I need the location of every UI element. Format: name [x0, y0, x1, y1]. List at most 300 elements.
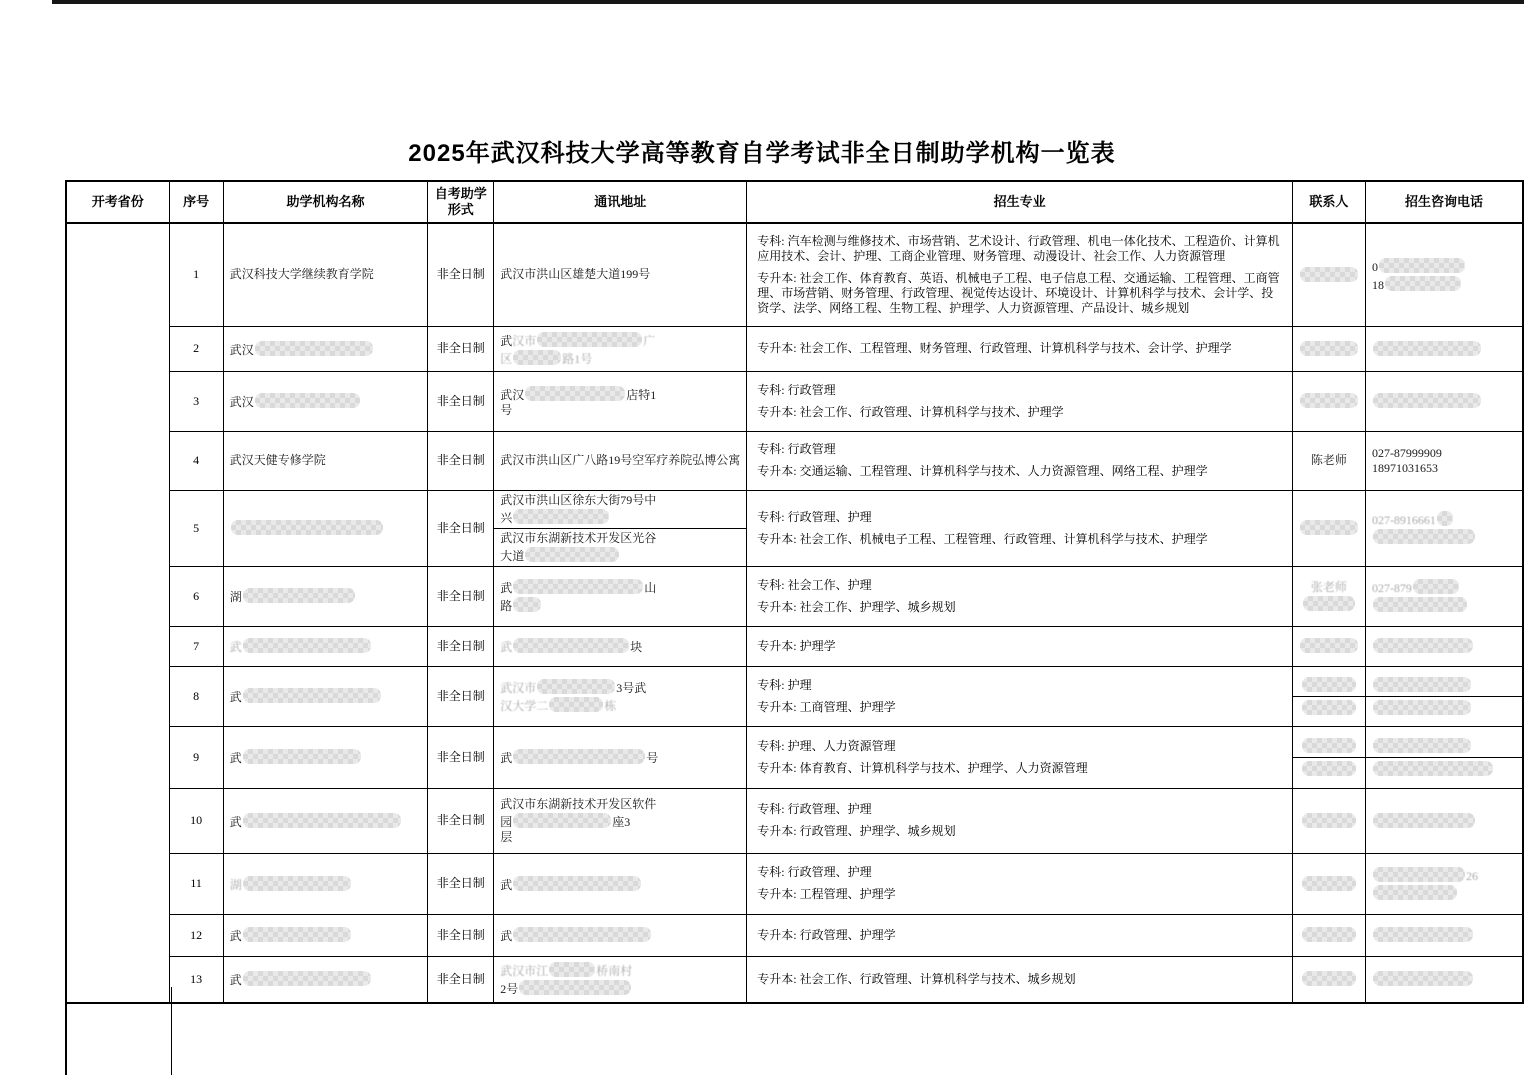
majors-line: 专升本: 社会工作、机械电子工程、工程管理、行政管理、计算机科学与技术、护理学	[757, 531, 1208, 546]
cell-line	[1372, 812, 1516, 830]
redacted-block	[1373, 638, 1473, 653]
cell-lines	[230, 519, 422, 537]
cell-text: 兴	[500, 510, 513, 525]
cell-line	[230, 875, 422, 893]
cell-text: 武	[229, 814, 242, 829]
redacted-block	[513, 813, 611, 828]
cell-text: 武汉	[229, 395, 254, 409]
cell-address	[494, 726, 747, 788]
cell-majors	[747, 371, 1293, 431]
cell-lines	[1372, 676, 1516, 694]
cell-line	[1302, 580, 1356, 595]
subcell-wrap	[1293, 810, 1365, 832]
subcell-wrap	[1293, 674, 1365, 719]
cell-lines	[1372, 392, 1516, 410]
majors-line: 专科: 行政管理	[757, 382, 836, 397]
cell-lines	[1372, 699, 1516, 717]
subcell-wrap	[494, 491, 746, 566]
cell-study-form: 非全日制	[428, 490, 494, 566]
cell-lines	[500, 797, 740, 845]
subcell-wrap	[1366, 968, 1522, 990]
cell-text: 武汉市洪山区徐东大街79号中	[500, 492, 657, 507]
cell-line	[500, 979, 740, 997]
cell-majors	[747, 956, 1293, 1003]
cell-text: 武汉市洪山区雄楚大道199号	[500, 267, 651, 282]
cell-lines	[1372, 510, 1516, 546]
subcell	[494, 329, 746, 369]
majors-line: 专升本: 工程管理、护理学	[757, 887, 896, 901]
majors-line: 专升本: 社会工作、工程管理、财务管理、行政管理、计算机科学与技术、会计学、护理学	[757, 341, 1232, 355]
cell-line	[230, 748, 422, 766]
subcell-wrap	[1293, 924, 1365, 946]
majors-line: 专科: 行政管理	[757, 442, 836, 456]
cell-lines	[230, 392, 422, 410]
redacted-block	[537, 679, 615, 694]
cell-line	[500, 578, 740, 596]
cell-line	[1301, 737, 1357, 755]
subcell	[1366, 576, 1522, 616]
redacted-block	[1300, 520, 1358, 535]
cell-line	[1372, 637, 1516, 655]
cell-lines	[1301, 737, 1357, 755]
cell-lines	[1301, 970, 1357, 988]
cell-line	[1301, 970, 1357, 988]
cell-lines	[230, 267, 422, 282]
cell-majors	[747, 626, 1293, 666]
cell-lines	[1301, 812, 1357, 830]
ghost-text: 栋	[604, 699, 617, 713]
cell-phone	[1365, 371, 1523, 431]
redacted-block	[1302, 813, 1356, 828]
subcell	[494, 528, 746, 566]
cell-line	[1299, 340, 1359, 358]
table-row	[66, 956, 1523, 1003]
subcell	[1366, 390, 1522, 412]
subcell	[1366, 810, 1522, 832]
cell-line	[500, 748, 740, 766]
cell-address	[494, 223, 747, 326]
cell-text: 武汉市东湖新技术开发区软件	[500, 796, 657, 811]
cell-line	[1372, 676, 1516, 694]
cell-text: 18971031653	[1371, 460, 1438, 475]
redacted-block	[1302, 700, 1356, 715]
ghost-text: 汉市	[512, 333, 537, 348]
cell-text: 武汉市东湖新技术开发区光谷	[500, 530, 657, 545]
cell-lines	[1301, 699, 1357, 717]
cell-lines	[230, 340, 422, 358]
header-seq: 序号	[169, 181, 223, 223]
redacted-block	[1373, 885, 1457, 900]
redacted-block	[1302, 971, 1356, 986]
cell-lines	[500, 961, 740, 997]
cell-line	[230, 687, 422, 705]
cell-text: 3号武	[616, 681, 647, 695]
cell-contact	[1292, 371, 1365, 431]
cell-institution-name	[223, 914, 428, 956]
cell-line	[1372, 970, 1516, 988]
cell-institution-name	[223, 371, 428, 431]
subcell-wrap	[1366, 924, 1522, 946]
cell-seq: 4	[169, 431, 223, 490]
subcell	[1366, 696, 1522, 719]
cell-lines	[1372, 812, 1516, 830]
redacted-block	[1373, 393, 1481, 408]
cell-lines	[1372, 760, 1516, 778]
cell-majors	[747, 726, 1293, 788]
cell-address	[494, 326, 747, 371]
cell-contact	[1292, 956, 1365, 1003]
cell-seq: 3	[169, 371, 223, 431]
cell-address	[494, 371, 747, 431]
cell-text: 疗养院弘博公寓	[656, 453, 741, 467]
subcell	[1293, 635, 1365, 657]
cell-line	[500, 331, 740, 349]
redacted-block	[231, 520, 383, 535]
subcell	[494, 959, 746, 999]
cell-line	[1372, 884, 1516, 902]
cell-lines	[1372, 340, 1516, 358]
subcell	[494, 265, 746, 284]
cell-study-form: 非全日制	[428, 726, 494, 788]
cell-seq: 5	[169, 490, 223, 566]
cell-address	[494, 490, 747, 566]
subcell-wrap	[494, 795, 746, 847]
cell-text: 2号	[500, 982, 519, 997]
redacted-block	[1302, 738, 1356, 753]
subcell	[1293, 735, 1365, 757]
cell-text: 武汉	[500, 387, 525, 402]
cell-majors	[747, 666, 1293, 726]
cell-line	[1301, 676, 1357, 694]
cell-text: 武	[500, 751, 513, 765]
cell-text: 店特1	[626, 387, 657, 402]
cell-address	[494, 914, 747, 956]
cell-text: 武	[229, 690, 242, 704]
redacted-block	[519, 980, 631, 995]
cell-text: 0	[1371, 259, 1378, 274]
subcell-wrap	[1293, 517, 1365, 539]
subcell	[1293, 390, 1365, 412]
majors-line: 专升本: 交通运输、工程管理、计算机科学与技术、人力资源管理、网络工程、护理学	[757, 464, 1208, 478]
cell-line	[230, 267, 422, 282]
cell-line	[500, 403, 740, 418]
cell-line	[1372, 510, 1516, 528]
cell-contact	[1292, 788, 1365, 853]
subcell	[494, 924, 746, 946]
cell-line	[1372, 866, 1516, 884]
cell-address	[494, 788, 747, 853]
subcell	[1293, 578, 1365, 615]
cell-lines	[1372, 637, 1516, 655]
cell-lines	[230, 812, 422, 830]
cell-line	[500, 596, 740, 614]
cell-line	[1299, 519, 1359, 537]
cell-line	[500, 678, 740, 696]
redacted-block	[1302, 761, 1356, 776]
redacted-block	[1303, 596, 1355, 611]
subcell	[1293, 968, 1365, 990]
cell-phone	[1365, 490, 1523, 566]
redacted-block	[1300, 267, 1358, 282]
cell-majors	[747, 326, 1293, 371]
subcell	[494, 491, 746, 528]
cell-institution-name	[223, 726, 428, 788]
redacted-block	[525, 386, 625, 401]
redacted-block	[255, 341, 373, 356]
table-row	[66, 626, 1523, 666]
cell-line	[1372, 257, 1516, 275]
cell-line	[500, 385, 740, 403]
cell-majors	[747, 566, 1293, 626]
cell-text: 武	[500, 929, 513, 943]
redacted-block	[1373, 341, 1481, 356]
cell-lines	[230, 687, 422, 705]
cell-contact	[1292, 853, 1365, 914]
majors-line: 专科: 护理、人力资源管理	[757, 738, 896, 753]
cell-contact	[1292, 490, 1365, 566]
cell-contact	[1292, 223, 1365, 326]
cell-seq: 6	[169, 566, 223, 626]
cell-lines	[500, 926, 740, 944]
majors-line: 专科: 行政管理、护理	[757, 509, 872, 524]
subcell	[1293, 264, 1365, 286]
cell-line	[230, 587, 422, 605]
redacted-block	[243, 749, 361, 764]
cell-text: 武	[500, 877, 513, 892]
cell-text: 027-87999909	[1371, 445, 1442, 460]
cell-seq: 1	[169, 223, 223, 326]
cell-line	[500, 961, 740, 979]
redacted-block	[1385, 276, 1461, 291]
cell-lines	[230, 926, 422, 944]
majors-line: 专升本: 社会工作、行政管理、计算机科学与技术、城乡规划	[757, 971, 1076, 986]
cell-seq: 2	[169, 326, 223, 371]
cell-line	[230, 637, 422, 655]
cell-line	[1299, 637, 1359, 655]
cell-line	[1372, 699, 1516, 717]
cell-lines	[500, 493, 740, 526]
subcell	[494, 635, 746, 657]
cell-line	[230, 453, 422, 468]
cell-institution-name	[223, 223, 428, 326]
cell-lines	[1301, 676, 1357, 694]
cell-line	[500, 453, 740, 468]
cell-lines	[1299, 519, 1359, 537]
cell-line	[230, 812, 422, 830]
cell-contact	[1292, 726, 1365, 788]
subcell	[1366, 508, 1522, 548]
cell-institution-name	[223, 626, 428, 666]
subcell	[1366, 735, 1522, 757]
cell-contact	[1292, 626, 1365, 666]
subcell-wrap	[1293, 635, 1365, 657]
cell-lines	[1302, 580, 1356, 613]
cell-lines	[1372, 926, 1516, 944]
redacted-block	[243, 971, 371, 986]
cell-text: 号	[500, 402, 513, 417]
cell-line	[1301, 812, 1357, 830]
cell-address	[494, 626, 747, 666]
cell-lines	[230, 587, 422, 605]
cell-study-form: 非全日制	[428, 788, 494, 853]
redacted-block	[1373, 677, 1471, 692]
cell-study-form: 非全日制	[428, 431, 494, 490]
header-form: 自考助学形式	[428, 181, 494, 223]
cell-seq: 7	[169, 626, 223, 666]
cell-lines	[500, 875, 740, 893]
majors-line: 专科: 汽车检测与维修技术、市场营销、艺术设计、行政管理、机电一体化技术、工程造价、计算机应用技术、会计、护理、工商企业管理、财务管理、动漫设计、社会工作、人力资源管理	[757, 233, 1280, 263]
subcell	[494, 576, 746, 616]
redacted-block	[243, 688, 381, 703]
subcell-wrap	[1366, 674, 1522, 719]
subcell	[1366, 674, 1522, 696]
cell-lines	[1372, 446, 1516, 476]
cell-line	[1372, 926, 1516, 944]
cell-majors	[747, 490, 1293, 566]
cell-phone	[1365, 853, 1523, 914]
cell-line	[1372, 446, 1516, 461]
cell-phone	[1365, 788, 1523, 853]
cell-line	[1372, 461, 1516, 476]
cell-lines	[1372, 578, 1516, 614]
cell-line	[1372, 340, 1516, 358]
cell-study-form: 非全日制	[428, 223, 494, 326]
redacted-block	[1373, 971, 1473, 986]
cell-seq: 11	[169, 853, 223, 914]
cell-phone	[1365, 223, 1523, 326]
cell-institution-name	[223, 666, 428, 726]
ghost-text: 武	[500, 640, 513, 654]
cell-lines	[500, 385, 740, 418]
majors-line: 专升本: 社会工作、护理学、城乡规划	[757, 599, 956, 614]
cell-institution-name	[223, 566, 428, 626]
cell-line	[1372, 737, 1516, 755]
subcell-wrap	[494, 451, 746, 470]
cell-line	[1301, 760, 1357, 778]
cell-contact	[1292, 431, 1365, 490]
cell-lines	[500, 531, 740, 564]
subcell-wrap	[1366, 810, 1522, 832]
cell-line	[500, 812, 740, 830]
cell-seq: 13	[169, 956, 223, 1003]
majors-line: 专升本: 护理学	[757, 638, 836, 653]
subcell-wrap	[494, 576, 746, 616]
subcell	[1293, 451, 1365, 470]
cell-line	[230, 970, 422, 988]
redacted-block	[243, 813, 401, 828]
cell-text: 山	[644, 581, 657, 595]
redacted-block	[243, 588, 355, 603]
subcell	[1293, 873, 1365, 895]
cell-line	[1299, 266, 1359, 284]
redacted-block	[1302, 876, 1356, 891]
cell-line	[500, 546, 740, 564]
cell-text: 陈老师	[1310, 453, 1347, 467]
table-row	[66, 788, 1523, 853]
cell-study-form: 非全日制	[428, 566, 494, 626]
table-row	[66, 431, 1523, 490]
cell-text: 18	[1371, 277, 1384, 292]
subcell-wrap	[494, 959, 746, 999]
redacted-block	[525, 547, 619, 562]
cell-line	[1301, 875, 1357, 893]
cell-majors	[747, 431, 1293, 490]
cell-phone	[1365, 956, 1523, 1003]
cell-seq: 10	[169, 788, 223, 853]
table-row	[66, 853, 1523, 914]
cell-line	[1299, 392, 1359, 410]
redacted-block	[513, 597, 541, 612]
ghost-text: 武汉市江	[500, 964, 549, 979]
header-row	[66, 181, 1523, 223]
subcell-wrap	[494, 873, 746, 895]
subcell-wrap	[494, 746, 746, 768]
cell-line	[1301, 699, 1357, 717]
table-row	[66, 914, 1523, 956]
cell-lines	[230, 875, 422, 893]
subcell-wrap	[1366, 390, 1522, 412]
subcell	[1293, 517, 1365, 539]
cell-phone	[1365, 726, 1523, 788]
redacted-block	[537, 332, 642, 347]
subcell	[1293, 924, 1365, 946]
majors-line: 专科: 社会工作、护理	[757, 577, 872, 592]
subcell-wrap	[1293, 390, 1365, 412]
cell-lines	[1301, 760, 1357, 778]
redacted-block	[513, 876, 641, 891]
cell-contact	[1292, 666, 1365, 726]
cell-line	[1372, 528, 1516, 546]
cell-phone	[1365, 566, 1523, 626]
cell-lines	[230, 453, 422, 468]
cell-lines	[1299, 392, 1359, 410]
cell-phone	[1365, 431, 1523, 490]
cell-institution-name	[223, 853, 428, 914]
header-contact: 联系人	[1292, 181, 1365, 223]
cell-line	[500, 696, 740, 714]
cell-majors	[747, 853, 1293, 914]
cell-line	[1301, 926, 1357, 944]
cell-text: 号	[646, 751, 659, 765]
cell-line	[1372, 596, 1516, 614]
subcell-wrap	[494, 329, 746, 369]
cell-lines	[1311, 453, 1347, 468]
institutions-table	[65, 180, 1524, 1004]
cell-lines	[230, 637, 422, 655]
redacted-block	[1413, 579, 1459, 594]
province-column-extension	[65, 987, 172, 1075]
cell-lines	[230, 970, 422, 988]
cell-address	[494, 956, 747, 1003]
cell-line	[500, 875, 740, 893]
subcell	[494, 873, 746, 895]
redacted-block	[1300, 341, 1358, 356]
ghost-text: 027-879	[1371, 581, 1412, 595]
cell-lines	[1299, 637, 1359, 655]
table-row	[66, 566, 1523, 626]
cell-line	[230, 392, 422, 410]
redacted-block	[1379, 258, 1465, 273]
majors-line: 专升本: 行政管理、护理学	[757, 927, 896, 942]
cell-line	[1372, 275, 1516, 293]
table-row	[66, 371, 1523, 431]
redacted-block	[513, 749, 645, 764]
cell-majors	[747, 788, 1293, 853]
cell-lines	[1372, 737, 1516, 755]
subcell	[1366, 757, 1522, 780]
cell-lines	[500, 678, 740, 714]
subcell-wrap	[1293, 735, 1365, 780]
